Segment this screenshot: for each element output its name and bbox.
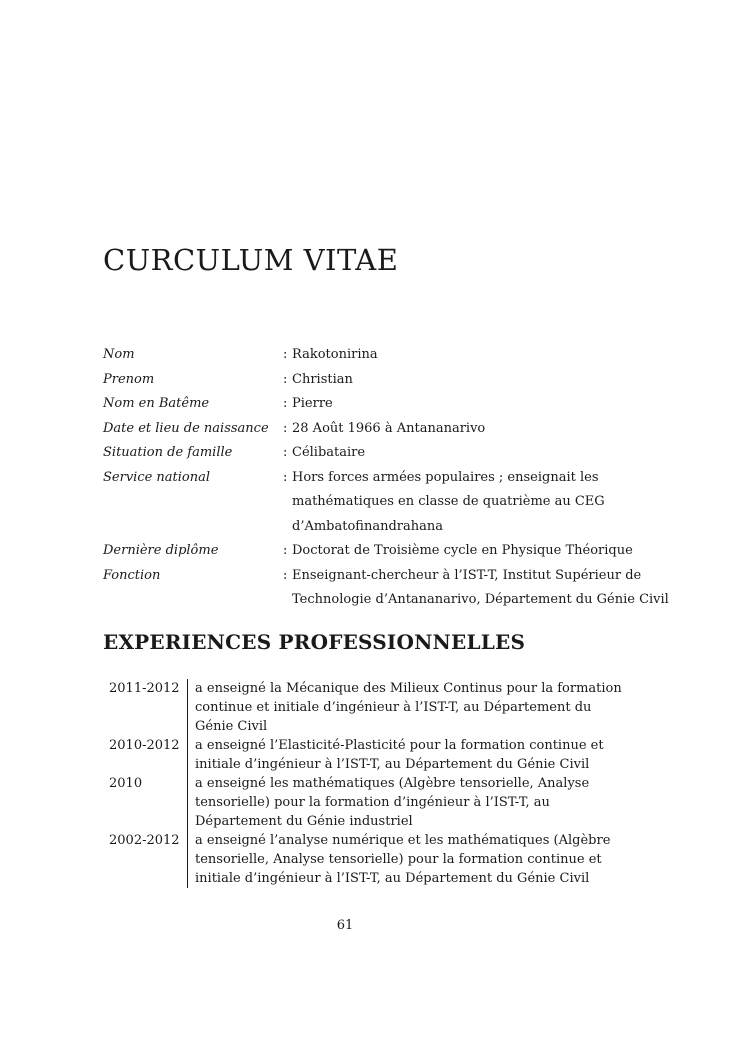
experience-row: [103, 679, 623, 736]
info-value: Enseignant-chercheur à l’IST-T, Institut Supérieur de Technologie d’Antananarivo, Département du Génie Civil: [292, 567, 669, 607]
info-value: Doctorat de Troisième cycle en Physique Théorique: [292, 543, 633, 558]
info-label: Service national: [103, 469, 211, 485]
colon: :: [283, 567, 288, 583]
info-row-situation: [103, 441, 703, 466]
info-row-naissance: [103, 417, 703, 442]
info-value: 28 Août 1966 à Antananarivo: [292, 420, 486, 436]
colon: :: [283, 371, 288, 387]
experience-years: 2010-2012: [109, 738, 180, 753]
info-row-service: [103, 466, 703, 540]
info-row-nom: [103, 343, 703, 368]
info-value: Rakotonirina: [292, 347, 378, 362]
info-row-diplome: [103, 539, 703, 564]
section-title-experiences: EXPERIENCES PROFESSIONNELLES: [103, 630, 526, 654]
info-row-fonction: [103, 564, 703, 613]
colon: :: [283, 347, 288, 362]
experience-years: 2002-2012: [109, 833, 180, 848]
info-value-wrapper: [283, 441, 703, 466]
experience-row: [103, 736, 623, 774]
personal-info: [103, 343, 703, 613]
info-label: Date et lieu de naissance: [103, 420, 269, 436]
experience-row: [103, 831, 623, 888]
colon: :: [283, 420, 288, 436]
colon: :: [283, 396, 288, 411]
colon: :: [283, 469, 288, 485]
experience-row: [103, 774, 623, 831]
info-value: Hors forces armées populaires ; enseignait les mathématiques en classe de quatrième au CEG d’Ambatofinandrahana: [292, 469, 605, 534]
info-value-wrapper: [283, 368, 703, 393]
info-value-wrapper: [283, 417, 703, 442]
experience-description: a enseigné l’Elasticité-Plasticité pour la formation continue et initiale d’ingénieur à l’IST-T, au Département du Génie Civil: [187, 736, 623, 774]
info-value-wrapper: [283, 343, 703, 368]
info-value: Pierre: [292, 396, 333, 411]
info-value-wrapper: [283, 564, 703, 613]
experience-description: a enseigné les mathématiques (Algèbre tensorielle, Analyse tensorielle) pour la formation d’ingénieur à l’IST-T, au Département du Génie industriel: [187, 774, 623, 831]
info-value: Christian: [292, 371, 353, 387]
page-number: 61: [336, 918, 354, 933]
info-value-wrapper: [283, 392, 703, 417]
colon: :: [283, 543, 288, 558]
info-label: Situation de famille: [103, 445, 233, 460]
colon: :: [283, 445, 288, 460]
info-row-nom-bateme: [103, 392, 703, 417]
info-value: Célibataire: [292, 445, 366, 460]
info-label: Nom en Batême: [103, 396, 210, 411]
info-label: Nom: [103, 347, 135, 362]
experience-years: 2010: [109, 776, 143, 791]
page-title: CURCULUM VITAE: [103, 243, 399, 277]
info-value-wrapper: [283, 466, 703, 540]
experience-description: a enseigné la Mécanique des Milieux Continus pour la formation continue et initiale d’ingénieur à l’IST-T, au Département du Génie Civil: [187, 679, 623, 736]
info-label: Fonction: [103, 567, 161, 583]
experience-years: 2011-2012: [109, 681, 180, 696]
info-row-prenom: [103, 368, 703, 393]
info-value-wrapper: [283, 539, 703, 564]
experiences-table: [103, 679, 623, 888]
info-label: Dernière diplôme: [103, 543, 219, 558]
experience-description: a enseigné l’analyse numérique et les mathématiques (Algèbre tensorielle, Analyse tensorielle) pour la formation continue et initiale d’ingénieur à l’IST-T, au Département du Génie Civil: [187, 831, 623, 888]
info-label: Prenom: [103, 371, 155, 387]
